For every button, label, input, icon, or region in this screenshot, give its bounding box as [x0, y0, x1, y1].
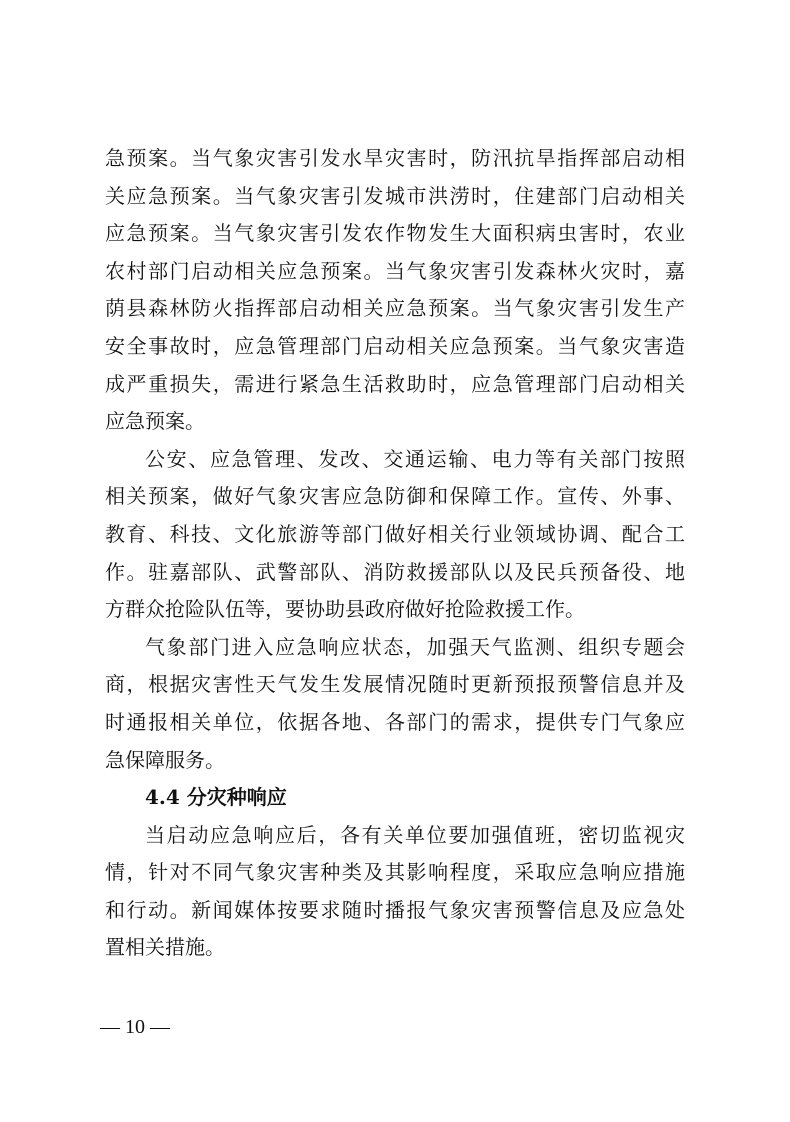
text-line: 公安、应急管理、发改、交通运输、电力等有关部门按照	[145, 446, 685, 471]
text-line: 置相关措施。	[105, 935, 225, 960]
text-line: 荫县森林防火指挥部启动相关应急预案。当气象灾害引发生产	[105, 296, 685, 321]
text-line: 教育、科技、文化旅游等部门做好相关行业领域协调、配合工	[105, 521, 685, 546]
text-line: 应急预案。当气象灾害引发农作物发生大面积病虫害时，农业	[105, 221, 685, 246]
text-line: 时通报相关单位，依据各地、各部门的需求，提供专门气象应	[105, 709, 685, 734]
text-line: 相关预案，做好气象灾害应急防御和保障工作。宣传、外事、	[105, 484, 685, 509]
text-line: 情，针对不同气象灾害种类及其影响程度，采取应急响应措施	[105, 860, 685, 885]
text-line: 安全事故时，应急管理部门启动相关应急预案。当气象灾害造	[105, 333, 685, 358]
text-line: 方群众抢险队伍等，要协助县政府做好抢险救援工作。	[105, 597, 585, 622]
text-line: 关应急预案。当气象灾害引发城市洪涝时，住建部门启动相关	[105, 183, 685, 208]
text-line: 急保障服务。	[105, 747, 225, 772]
paragraph-departments	[105, 441, 685, 629]
text-line: 气象部门进入应急响应状态，加强天气监测、组织专题会	[145, 634, 685, 659]
paragraph-meteorological-department	[105, 629, 685, 779]
text-line: 作。驻嘉部队、武警部队、消防救援部队以及民兵预备役、地	[105, 559, 685, 584]
text-line: 成严重损失，需进行紧急生活救助时，应急管理部门启动相关	[105, 371, 685, 396]
text-line: 当启动应急响应后，各有关单位要加强值班，密切监视灾	[145, 822, 685, 847]
text-line: 急预案。当气象灾害引发水旱灾害时，防汛抗旱指挥部启动相	[105, 146, 685, 170]
text-line: 应急预案。	[105, 409, 205, 434]
body-text	[105, 140, 685, 967]
paragraph-response-plans	[105, 140, 685, 441]
text-line: 商，根据灾害性天气发生发展情况随时更新预报预警信息并及	[105, 672, 685, 697]
page-number: — 10 —	[100, 1016, 170, 1038]
section-heading: 4.4 分灾种响应	[145, 785, 287, 810]
paragraph-disaster-response	[105, 817, 685, 967]
text-line: 和行动。新闻媒体按要求随时播报气象灾害预警信息及应急处	[105, 897, 685, 922]
text-line: 农村部门启动相关应急预案。当气象灾害引发森林火灾时，嘉	[105, 258, 685, 283]
